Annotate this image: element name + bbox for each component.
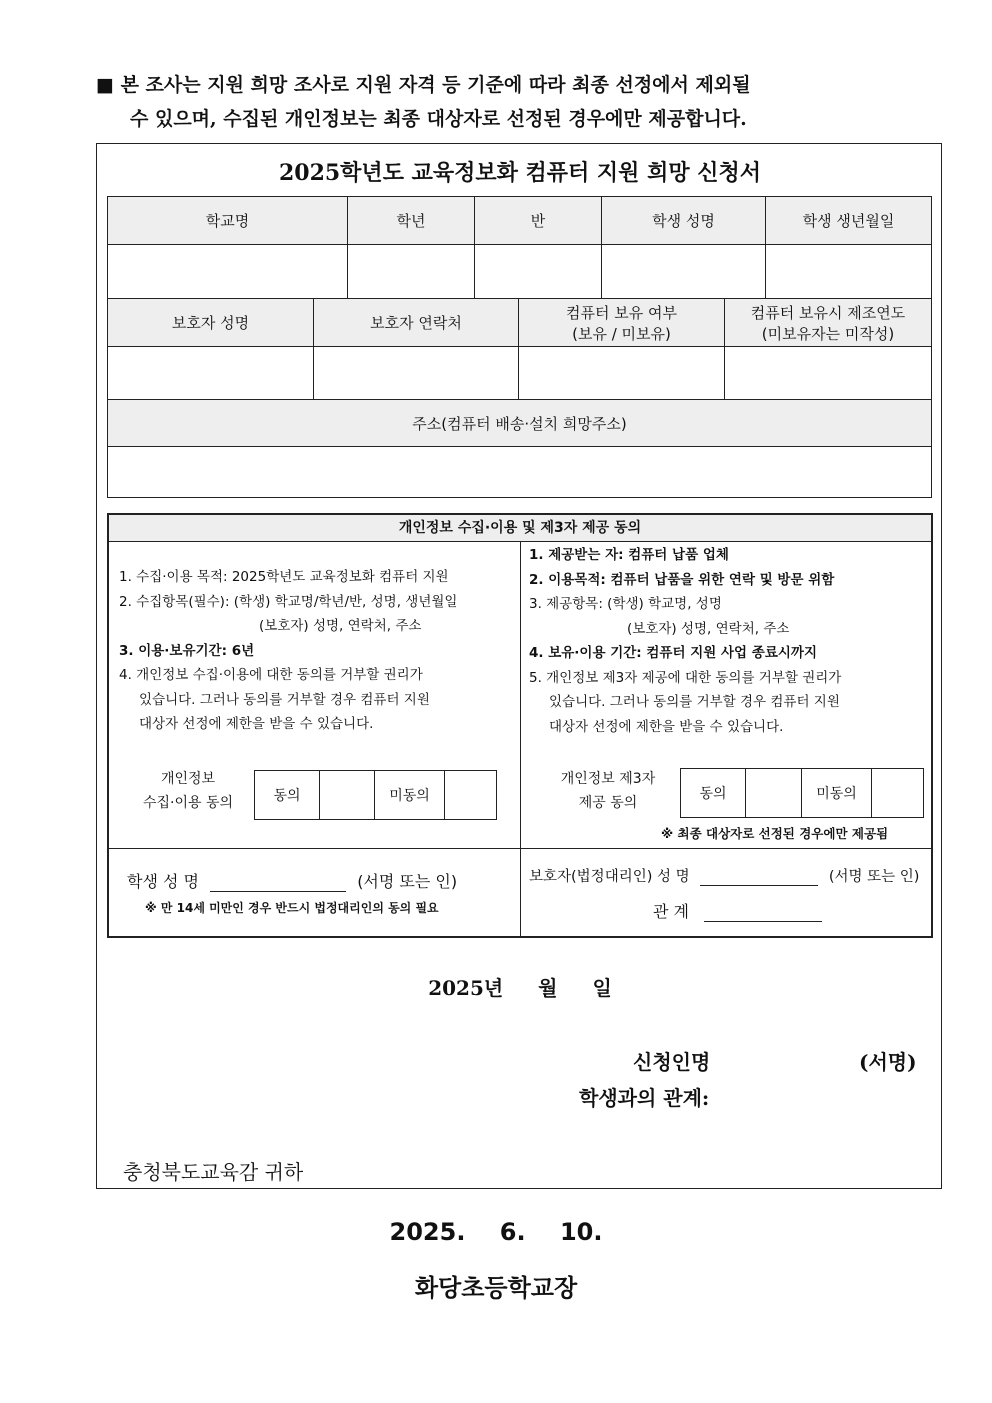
computer-owned-label: 컴퓨터 보유 여부: [566, 303, 677, 322]
collection-purpose: 1. 수집·이용 목적: 2025학년도 교육정보화 컴퓨터 지원: [119, 569, 449, 585]
header-student-name: 학생 성명: [602, 197, 766, 245]
issue-date: 2025. 6. 10.: [389, 1218, 603, 1246]
third-party-refusal-3: 대상자 선정에 제한을 받을 수 있습니다.: [549, 718, 784, 735]
school-name-field[interactable]: [108, 245, 348, 299]
student-relation-label: 학생과의 관계:: [579, 1086, 710, 1110]
recipient: 1. 제공받는 자: 컴퓨터 납품 업체: [529, 547, 729, 563]
consent-title: 개인정보 수집·이용 및 제3자 제공 동의: [109, 515, 931, 542]
guardian-name-field[interactable]: [108, 347, 314, 400]
form-title: 2025학년도 교육정보화 컴퓨터 지원 희망 신청서: [278, 160, 762, 186]
third-party-consent-choice: [680, 768, 924, 818]
third-party-consent-label-1: 개인정보 제3자: [560, 771, 656, 787]
third-party-agree-checkbox[interactable]: [746, 769, 802, 818]
refusal-right-2: 있습니다. 그러나 동의를 거부할 경우 컴퓨터 지원: [139, 691, 430, 708]
computer-year-label: 컴퓨터 보유시 제조연도: [750, 303, 906, 322]
applicant-sign-label: (서명): [859, 1050, 917, 1074]
computer-year-sublabel: (미보유자는 미작성): [761, 324, 895, 343]
computer-owned-field[interactable]: [519, 347, 725, 400]
application-date: 2025년 월 일: [428, 976, 612, 1000]
header-computer-owned: [519, 299, 725, 347]
application-form: [96, 143, 942, 1189]
guardian-contact-field[interactable]: [314, 347, 519, 400]
student-signature-line[interactable]: [210, 873, 346, 892]
collection-consent-choice: [254, 770, 497, 820]
student-signature-row: [127, 869, 457, 892]
address-field[interactable]: [108, 447, 932, 498]
notice-line-2: 수 있으며, 수집된 개인정보는 최종 대상자로 선정된 경우에만 제공합니다.: [130, 108, 747, 130]
third-party-consent-terms: [529, 543, 927, 739]
grade-field[interactable]: [348, 245, 475, 299]
third-party-consent-label-2: 제공 동의: [578, 795, 638, 811]
refusal-right-1: 4. 개인정보 수집·이용에 대한 동의를 거부할 권리가: [119, 667, 423, 683]
retention-period: 3. 이용·보유기간: 6년: [119, 642, 255, 659]
collection-items-guardian: (보호자) 성명, 연락처, 주소: [259, 618, 422, 634]
class-field[interactable]: [475, 245, 602, 299]
header-student-birthdate: 학생 생년월일: [766, 197, 932, 245]
collection-agree-label: 동의: [255, 771, 320, 820]
guardian-sign-suffix: (서명 또는 인): [828, 869, 920, 885]
third-party-consent-label: [543, 767, 673, 815]
guardian-info-table: [107, 298, 932, 498]
addressee: 충청북도교육감 귀하: [123, 1160, 304, 1184]
third-party-footnote: ※ 최종 대상자로 선정된 경우에만 제공됨: [661, 826, 889, 841]
student-name-field[interactable]: [602, 245, 766, 299]
guardian-signature-line[interactable]: [700, 869, 818, 886]
third-party-disagree-label: 미동의: [802, 769, 872, 818]
collection-consent-label-2: 수집·이용 동의: [142, 795, 234, 811]
refusal-right-3: 대상자 선정에 제한을 받을 수 있습니다.: [139, 716, 374, 732]
third-party-refusal-2: 있습니다. 그러나 동의를 거부할 경우 컴퓨터 지원: [549, 694, 840, 710]
applicant-name-label: 신청인명: [633, 1050, 711, 1074]
student-age-note: ※ 만 14세 미만인 경우 반드시 법정대리인의 동의 필요: [145, 901, 439, 915]
student-sign-label: 학생 성 명: [127, 872, 199, 891]
header-guardian-name: 보호자 성명: [108, 299, 314, 347]
collection-agree-checkbox[interactable]: [320, 771, 375, 820]
applicant-info-table: [107, 196, 932, 299]
computer-year-field[interactable]: [725, 347, 932, 400]
column-divider: [520, 541, 521, 936]
student-sign-suffix: (서명 또는 인): [357, 872, 458, 891]
collection-items: 2. 수집항목(필수): (학생) 학교명/학년/반, 성명, 생년월일: [119, 593, 458, 610]
third-party-disagree-checkbox[interactable]: [872, 769, 924, 818]
computer-owned-sublabel: (보유 / 미보유): [572, 324, 671, 343]
header-computer-year: [725, 299, 932, 347]
guardian-signature-row: [529, 865, 919, 886]
student-birthdate-field[interactable]: [766, 245, 932, 299]
header-school-name: 학교명: [108, 197, 348, 245]
collection-consent-terms: [119, 565, 515, 737]
collection-consent-label: [123, 767, 253, 815]
issuer: 화당초등학교장: [414, 1274, 578, 1302]
header-guardian-contact: 보호자 연락처: [314, 299, 519, 347]
relation-label: 관 계: [653, 902, 689, 921]
header-grade: 학년: [348, 197, 475, 245]
notice-line-1: ■ 본 조사는 지원 희망 조사로 지원 자격 등 기준에 따라 최종 선정에서 제외될: [96, 74, 751, 96]
relation-row: [653, 899, 822, 922]
collection-consent-label-1: 개인정보: [160, 771, 216, 787]
provided-items-guardian: (보호자) 성명, 연락처, 주소: [627, 620, 790, 637]
provided-items: 3. 제공항목: (학생) 학교명, 성명: [529, 596, 722, 612]
usage-purpose: 2. 이용목적: 컴퓨터 납품을 위한 연락 및 방문 위함: [529, 571, 835, 588]
notice-text: [96, 68, 916, 136]
collection-disagree-label: 미동의: [375, 771, 445, 820]
third-party-refusal-1: 5. 개인정보 제3자 제공에 대한 동의를 거부할 권리가: [529, 669, 842, 686]
header-class: 반: [475, 197, 602, 245]
guardian-sign-label: 보호자(법정대리인) 성 명: [529, 869, 690, 885]
signature-divider: [109, 848, 931, 849]
third-party-agree-label: 동의: [681, 769, 746, 818]
relation-line[interactable]: [704, 905, 822, 922]
consent-section: [107, 513, 933, 938]
collection-disagree-checkbox[interactable]: [445, 771, 497, 820]
header-address: 주소(컴퓨터 배송·설치 희망주소): [108, 400, 932, 447]
retention-usage-period: 4. 보유·이용 기간: 컴퓨터 지원 사업 종료시까지: [529, 645, 817, 661]
